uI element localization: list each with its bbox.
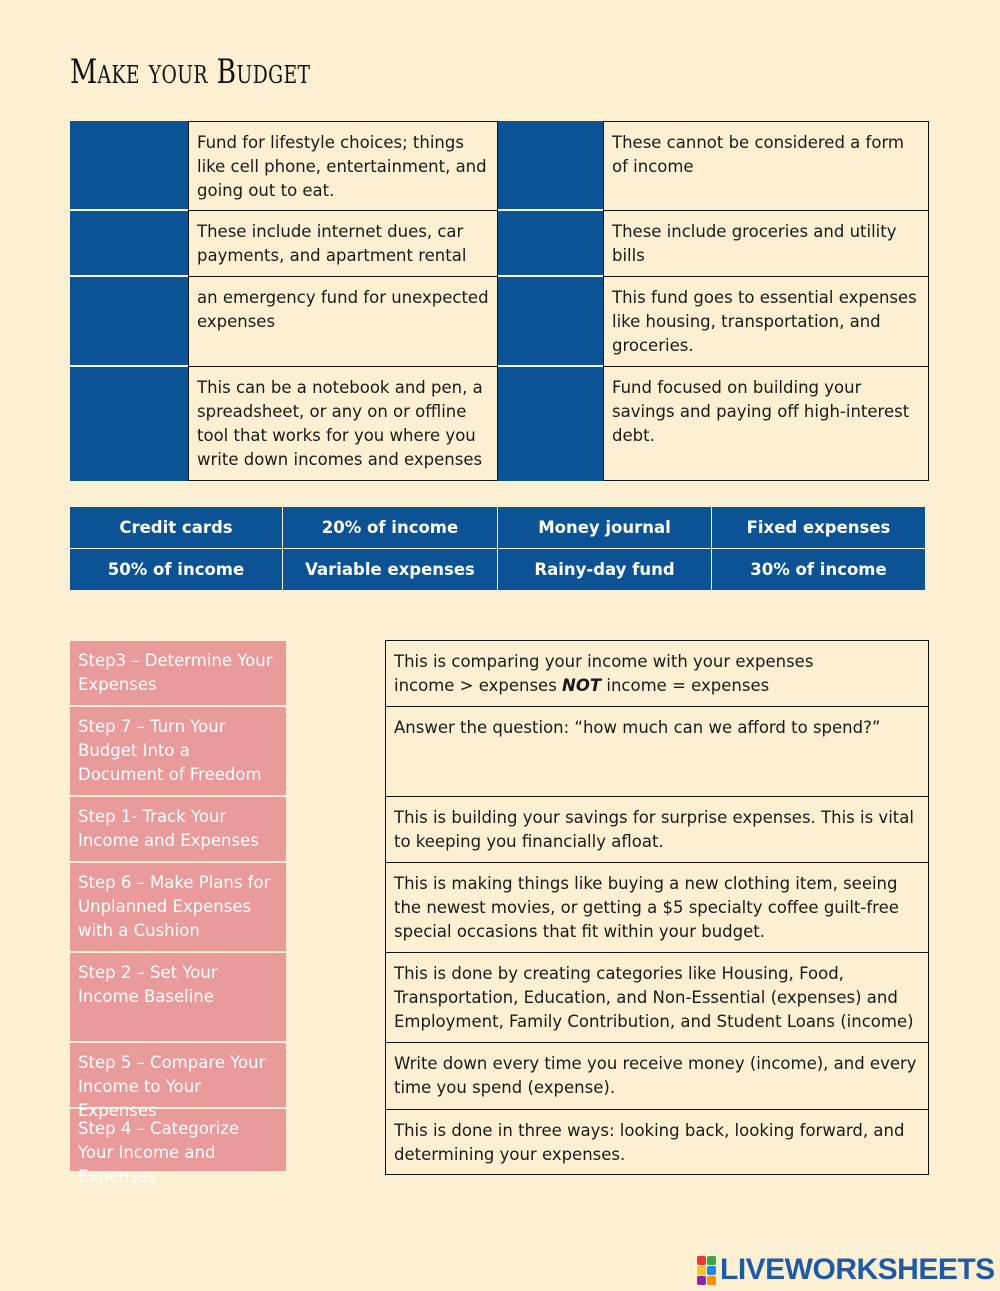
answer-item: This is done in three ways: looking back, looking forward, and determining your expenses. [394, 1121, 905, 1164]
word-bank-row [70, 549, 925, 591]
description-cell: This fund goes to essential expenses like housing, transportation, and groceries. [603, 277, 929, 367]
page-title: Make your Budget [70, 52, 311, 92]
step-list [70, 641, 286, 1186]
word-chip[interactable]: 30% of income [712, 549, 925, 591]
description-cell: These cannot be considered a form of income [603, 121, 929, 211]
description-cell: These include groceries and utility bills [603, 211, 929, 277]
matching-grid [70, 121, 929, 481]
answer-item: Write down every time you receive money (income), and every time you spend (expense). [386, 1043, 928, 1110]
word-chip[interactable]: 20% of income [283, 507, 498, 549]
answer-item: This is making things like buying a new clothing item, seeing the newest movies, or getting a $5 specialty coffee guilt-free special occasions that fit within your budget. [386, 863, 928, 953]
step-item[interactable]: Step 5 – Compare Your Income to Your Expenses [70, 1043, 286, 1109]
word-chip[interactable]: Variable expenses [283, 549, 498, 591]
word-chip[interactable]: Rainy-day fund [498, 549, 712, 591]
match-row [70, 211, 929, 277]
word-bank-row [70, 507, 925, 549]
step-item[interactable]: Step 7 – Turn Your Budget Into a Document of Freedom [70, 707, 286, 797]
drop-zone[interactable] [70, 367, 188, 481]
drop-zone[interactable] [70, 121, 188, 211]
step-item[interactable]: Step3 – Determine Your Expenses [70, 641, 286, 707]
answer-item [386, 641, 928, 707]
logo-square [697, 1266, 706, 1275]
liveworksheets-logo [697, 1253, 995, 1287]
answer-text: income > expenses [394, 676, 563, 695]
logo-text: LIVEWORKSHEETS [720, 1253, 995, 1286]
word-chip[interactable]: Fixed expenses [712, 507, 925, 549]
step-item[interactable]: Step 2 – Set Your Income Baseline [70, 953, 286, 1043]
step-item[interactable]: Step 4 – Categorize Your Income and Expenses [70, 1109, 286, 1173]
answer-item: Answer the question: “how much can we afford to spend?” [386, 707, 928, 797]
description-cell: Fund focused on building your savings and paying off high-interest debt. [603, 367, 929, 481]
answer-text: income = expenses [601, 676, 770, 695]
drop-zone[interactable] [498, 211, 603, 277]
description-cell: Fund for lifestyle choices; things like cell phone, entertainment, and going out to eat. [188, 121, 498, 211]
logo-square [707, 1256, 716, 1265]
description-cell: an emergency fund for unexpected expenses [188, 277, 498, 367]
logo-square [697, 1256, 706, 1265]
logo-square [707, 1266, 716, 1275]
drop-zone[interactable] [498, 121, 603, 211]
answer-line [394, 674, 920, 698]
word-chip[interactable]: 50% of income [70, 549, 283, 591]
step-item[interactable]: Step 1- Track Your Income and Expenses [70, 797, 286, 863]
answer-item: This is building your savings for surprise expenses. This is vital to keeping you financially afloat. [386, 797, 928, 863]
logo-icon [697, 1256, 716, 1285]
drop-zone[interactable] [70, 211, 188, 277]
answer-list [385, 640, 929, 1175]
logo-square [707, 1276, 716, 1285]
match-row [70, 277, 929, 367]
answer-item: This is done by creating categories like Housing, Food, Transportation, Education, and Non-Essential (expenses) and Employment, Family Contribution, and Student Loans (income) [386, 953, 928, 1043]
word-chip[interactable]: Money journal [498, 507, 712, 549]
drop-zone[interactable] [70, 277, 188, 367]
description-cell: These include internet dues, car payments, and apartment rental [188, 211, 498, 277]
drop-zone[interactable] [498, 277, 603, 367]
match-row [70, 121, 929, 211]
word-chip[interactable]: Credit cards [70, 507, 283, 549]
description-cell: This can be a notebook and pen, a spreadsheet, or any on or offline tool that works for you where you write down incomes and expenses [188, 367, 498, 481]
emphasis-text: NOT [562, 676, 602, 695]
drop-zone[interactable] [498, 367, 603, 481]
word-bank [70, 507, 925, 591]
answer-line: This is comparing your income with your expenses [394, 652, 814, 671]
logo-square [697, 1276, 706, 1285]
match-row [70, 367, 929, 481]
step-item[interactable]: Step 6 – Make Plans for Unplanned Expenses with a Cushion [70, 863, 286, 953]
